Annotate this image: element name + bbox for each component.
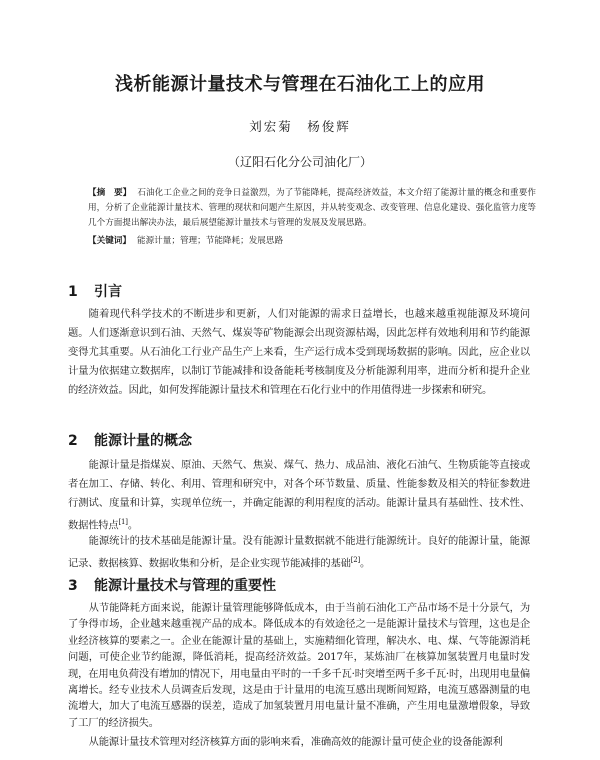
paragraph-tail: 。	[127, 519, 138, 532]
keywords-text: 能源计量；管理；节能降耗；发展思路	[136, 236, 284, 246]
paragraph-text: 能源统计的技术基础是能源计量。没有能源计量数据就不能进行能源统计。良好的能源计量，能源记录、数据核算、数据收集和分析，是企业实现节能减排的基础	[68, 535, 530, 570]
paragraph: 从能源计量技术管理对经济核算方面的影响来看，准确高效的能源计量可使企业的设备能源利	[88, 736, 503, 748]
authors: 刘宏菊 杨俊辉	[249, 119, 351, 134]
section-title: 能源计量技术与管理的重要性	[94, 578, 276, 594]
paragraph	[68, 532, 530, 573]
citation: [1]	[118, 518, 128, 526]
keywords	[88, 234, 536, 248]
paragraph-text: 能源计量是指煤炭、原油、天然气、焦炭、煤气、热力、成品油、液化石油气、生物质能等直接或者在加工、存储、转化、利用、管理和研究中，对各个环节数量、质量、性能参数及相关的特征参数进行测试、度量和计算，实现单位统一，并确定能源的利用程度的活动。能源计量具有基础性、技术性、数据性特点	[68, 459, 530, 532]
section-heading-3	[68, 575, 276, 595]
section-number: 1	[68, 284, 78, 300]
section-title: 引言	[94, 284, 122, 300]
paper-title: 浅析能源计量技术与管理在石油化工上的应用	[115, 74, 485, 95]
citation: [2]	[350, 556, 361, 564]
section-number: 3	[68, 578, 78, 594]
section-heading-1	[68, 281, 122, 301]
paragraph	[68, 456, 530, 535]
keywords-label: 【关键词】	[88, 236, 131, 246]
section-heading-2	[68, 430, 192, 450]
abstract-text: 石油化工企业之间的竞争日益激烈，为了节能降耗，提高经济效益，本文介绍了能源计量的概念和重要作用，分析了企业能源计量技术、管理的现状和问题产生原因，并从转变观念、改变管理、信息化建设、强化监管力度等几个方面提出解决办法，最后展望能源计量技术与管理的发展及发展思路。	[88, 188, 536, 228]
paragraph-tail: 。	[360, 557, 371, 570]
abstract-label: 【摘 要】	[88, 188, 132, 198]
paragraph: 从节能降耗方面来说，能源计量管理能够降低成本，由于当前石油化工产品市场不是十分景气，为了争得市场，企业越来越重视产品的成本。降低成本的有效途径之一是能源计量技术与管理，这也是企业经济核算的要素之一。企业在能源计量的基础上，实施精细化管理，解决水、电、煤、气等能源消耗问题，可使企业节约能源，降低消耗，提高经济效益。2017年，某炼油厂在核算加氢装置月电量时发现，在用电负荷没有增加的情况下，用电量由平时的一千多千瓦·时突增至两千多千瓦·时，出现用电量偏离增长。经专业技术人员调查后发现，这是由于计量用的电流互感出现断间短路，电流互感器测量的电流增大，加大了电流互感器的误差，造成了加氢装置月用电量计量不准确，产生用电量激增假象，导致了工厂的经济损失。	[68, 602, 530, 729]
abstract	[88, 186, 536, 231]
affiliation: （辽阳石化分公司油化厂）	[227, 155, 372, 169]
section-title: 能源计量的概念	[94, 433, 192, 449]
section-number: 2	[68, 433, 78, 449]
paragraph: 随着现代科学技术的不断进步和更新，人们对能源的需求日益增长，也越来越重视能源及环境问题。人们逐渐意识到石油、天然气、煤炭等矿物能源会出现资源枯竭，因此怎样有效地利用和节约能源变得尤其重要。从石油化工行业产品生产上来看，生产运行成本受到现场数据的影响。因此，应企业以计量为依据建立数据库，以制订节能减排和设备能耗考核制度及分析能源利用率，进而分析和提升企业的经济效益。因此，如何发挥能源计量技术和管理在石化行业中的作用值得进一步探索和研究。	[68, 308, 530, 396]
